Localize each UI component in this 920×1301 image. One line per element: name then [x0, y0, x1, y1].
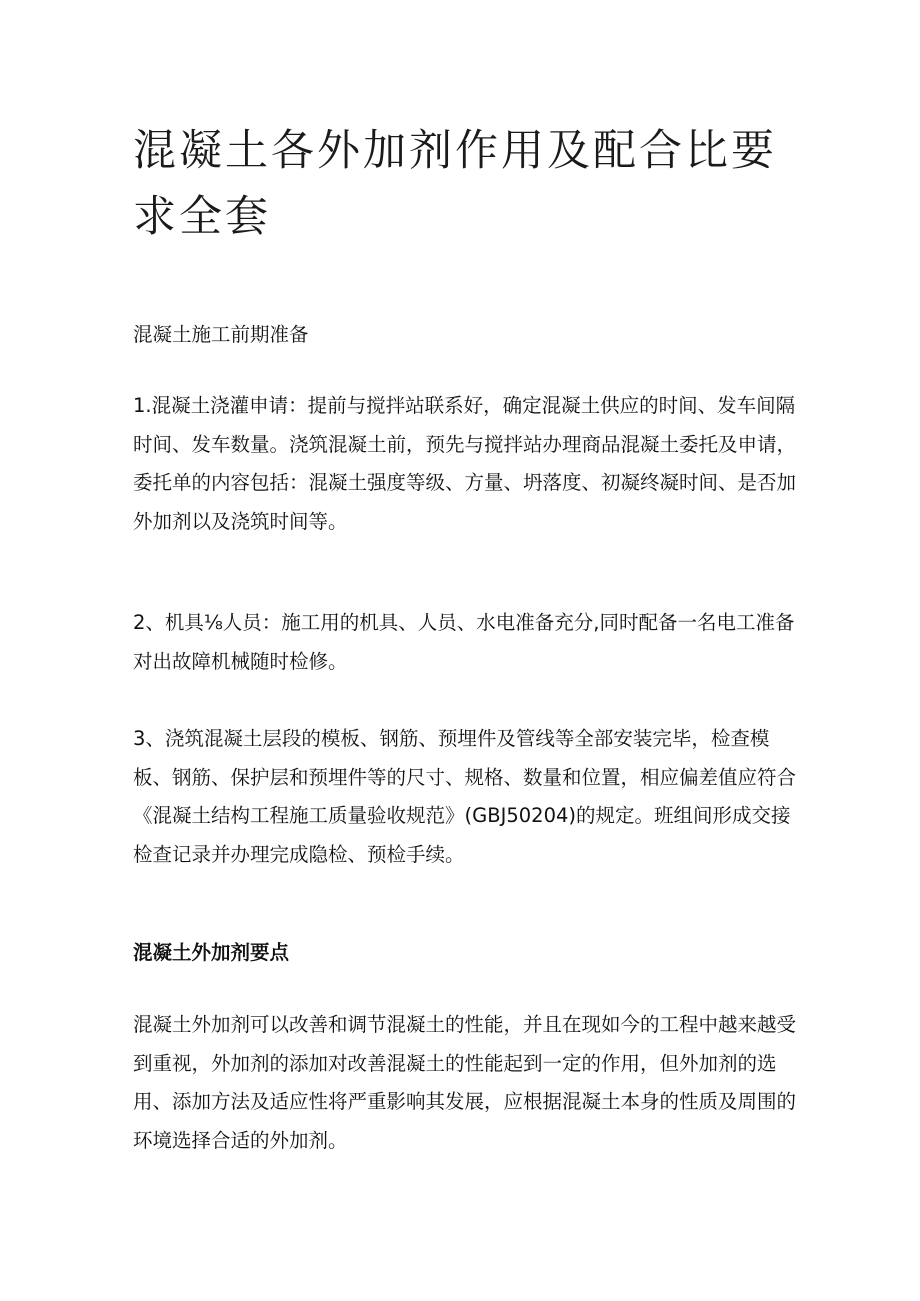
paragraph-equipment-personnel: 2、机具⅛人员：施工用的机具、人员、水电准备充分,同时配备一名电工准备对出故障机械随时检修。	[133, 611, 795, 673]
paragraph-admixture-overview: 混凝土外加剂可以改善和调节混凝土的性能，并且在现如今的工程中越来越受到重视，外加剂的添加对改善混凝土的性能起到一定的作用，但外加剂的选用、添加方法及适应性将严重影响其发展，应根据混凝土本身的性质及周围的环境选择合适的外加剂。	[133, 1013, 797, 1152]
paragraph-inspection: 3、浇筑混凝土层段的模板、钢筋、预埋件及管线等全部安装完毕，检查模板、钢筋、保护层和预埋件等的尺寸、规格、数量和位置，相应偏差值应符合《混凝土结构工程施工质量验收规范》(GBJ50204)的规定。班组间形成交接检查记录并办理完成隐检、预检手续。	[133, 727, 797, 866]
document-title: 混凝土各外加剂作用及配合比要求全套	[133, 126, 777, 242]
paragraph-pouring-application: 1.混凝土浇灌申请：提前与搅拌站联系好，确定混凝土供应的时间、发车间隔时间、发车数量。浇筑混凝土前，预先与搅拌站办理商品混凝土委托及申请，委托单的内容包括：混凝土强度等级、方量、坍落度、初凝终凝时间、是否加外加剂以及浇筑时间等。	[133, 394, 797, 533]
section-heading-admixture: 混凝土外加剂要点	[133, 941, 290, 964]
section-heading-preparation: 混凝土施工前期准备	[133, 323, 309, 346]
